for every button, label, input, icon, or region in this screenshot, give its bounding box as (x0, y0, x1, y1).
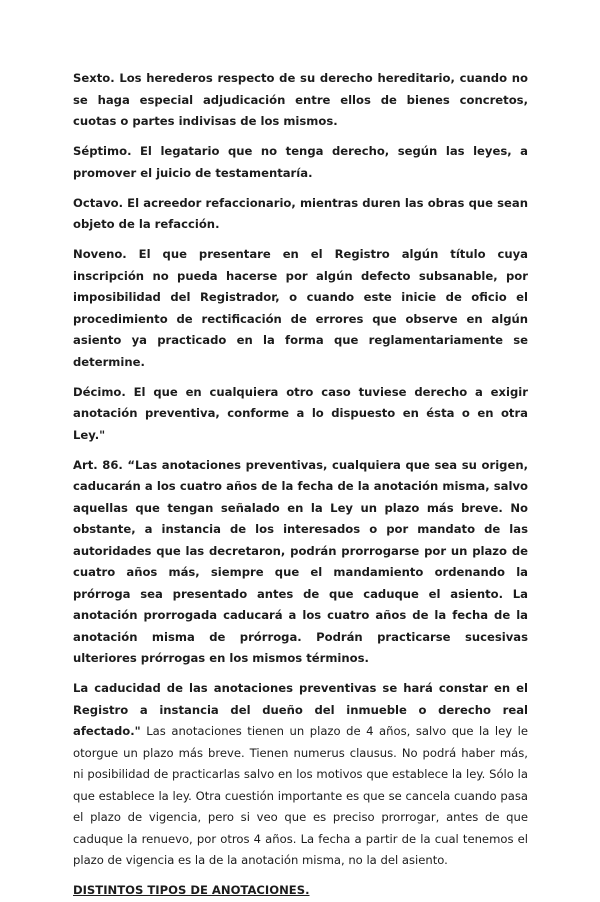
document-page (73, 68, 528, 902)
paragraph-bold-text: Noveno. El que presentare en el Registro algún título cuya inscripción no pueda hacerse por algún defecto subsanable, por imposibilidad del Registrador, o cuando este inicie de oficio el procedimiento de rectificación de errores que observe en algún asiento ya practicado en la forma que reglamentariamente se determine. (73, 247, 528, 369)
paragraph-septimo (73, 141, 528, 184)
paragraph-bold-text: Séptimo. El legatario que no tenga derecho, según las leyes, a promover el juicio de testamentaría. (73, 144, 528, 180)
paragraph-decimo (73, 382, 528, 447)
paragraph-bold-text: La caducidad de las anotaciones preventivas se hará constar en el Registro a instancia del dueño del inmueble o derecho real afectado." (73, 681, 528, 738)
paragraph-bold-text: Décimo. El que en cualquiera otro caso tuviese derecho a exigir anotación preventiva, conforme a lo dispuesto en ésta o en otra Ley." (73, 384, 528, 442)
paragraph-sexto (73, 68, 528, 133)
paragraph-caducidad (73, 678, 528, 872)
paragraph-bold-text: Octavo. El acreedor refaccionario, mientras duren las obras que sean objeto de la refacción. (73, 195, 528, 231)
paragraph-normal-text: Las anotaciones tienen un plazo de 4 años, salvo que la ley le otorgue un plazo más breve. Tienen numerus clausus. No podrá haber más, ni posibilidad de practicarlas salvo en los motivos que establece la ley. Sólo la que establece la ley. Otra cuestión importante es que se cancela cuando pasa el plazo de vigencia, pero si veo que es preciso prorrogar, antes de que caduque la renuevo, por otros 4 años. La fecha a partir de la cual tenemos el plazo de vigencia es la de la anotación misma, no la del asiento. (73, 724, 528, 867)
paragraph-octavo (73, 193, 528, 236)
paragraph-noveno (73, 244, 528, 373)
section-heading: DISTINTOS TIPOS DE ANOTACIONES. (73, 883, 310, 897)
paragraph-art-86 (73, 455, 528, 670)
paragraph-bold-text: Art. 86. “Las anotaciones preventivas, cualquiera que sea su origen, caducarán a los cuatro años de la fecha de la anotación misma, salvo aquellas que tengan señalado en la Ley un plazo más breve. No obstante, a instancia de los interesados o por mandato de las autoridades que las decretaron, podrán prorrogarse por un plazo de cuatro años más, siempre que el mandamiento ordenando la prórroga sea presentado antes de que caduque el asiento. La anotación prorrogada caducará a los cuatro años de la fecha de la anotación misma de prórroga. Podrán practicarse sucesivas ulteriores prórrogas en los mismos términos. (73, 457, 528, 665)
paragraph-bold-text: Sexto. Los herederos respecto de su derecho hereditario, cuando no se haga especial adjudicación entre ellos de bienes concretos, cuotas o partes indivisas de los mismos. (73, 71, 528, 128)
